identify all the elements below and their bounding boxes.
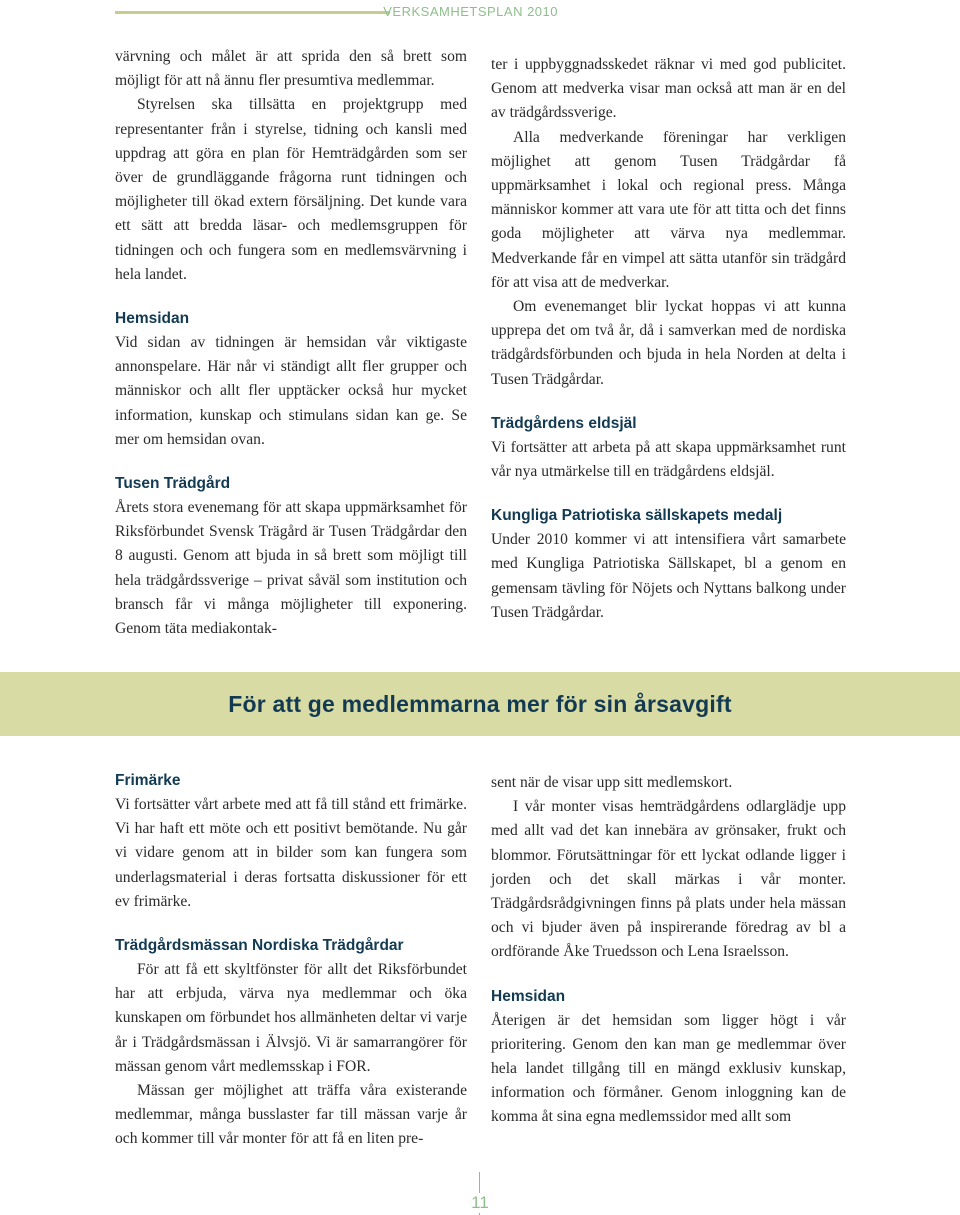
section-gap <box>491 392 846 412</box>
section-gap <box>491 965 846 985</box>
paragraph: Alla medverkande föreningar har verkligen möjlighet att genom Tusen Trädgårdar få uppmärksamhet i lokal och regional press. Många människor kommer att vara ute för att titta och det finns goda möjligheter att värva nya medlemmar. Medverkande får en vimpel att sätta utanför sin trädgård för att visa att de medverkar. <box>491 128 846 291</box>
section-title: För att ge medlemmarna mer för sin årsavgift <box>228 690 732 717</box>
section-gap <box>115 914 467 934</box>
section-heading: Trädgårdsmässan Nordiska Trädgårdar <box>115 937 404 955</box>
paragraph: Under 2010 kommer vi att intensifiera vårt samarbete med Kungliga Patriotiska Sällskapet, bl a genom en gemensam tävling för Nöjets och Nyttans balkong under Tusen Trädgårdar. <box>491 531 846 621</box>
section-heading: Kungliga Patriotiska sällskapets medalj <box>491 507 783 525</box>
paragraph: Styrelsen ska tillsätta en projektgrupp med representanter från i styrelse, tidning och kansli med uppdrag att göra en plan för Hemträdgården som ser över de grundläggande frågorna runt tidningen och möjligheter till ökad extern försäljning. Det kunde vara ett sätt att bredda läsar- och medlemsgruppen för tidningen och och fungera som en medlemsvärvning i hela landet. <box>115 96 467 283</box>
page-number: 11 <box>462 1193 498 1213</box>
paragraph: Vi fortsätter vårt arbete med att få till stånd ett frimärke. Vi har haft ett möte och ett positivt bemötande. Nu går vi vidare genom att in bilder som kan fungera som underlagsmaterial i deras fortsatta diskussioner för ett ev frimärke. <box>115 796 467 910</box>
section-band <box>0 672 960 736</box>
paragraph: Återigen är det hemsidan som ligger högt i vår prioritering. Genom den kan man ge medlemmar över hela landet tillgång till en mängd exklusiv kunskap, information och förmåner. Genom inloggning kan de komma åt sina egna medlemssidor med allt som <box>491 1011 846 1126</box>
paragraph: Vi fortsätter att arbeta på att skapa uppmärksamhet runt vår nya utmärkelse till en trädgårdens eldsjäl. <box>491 438 846 481</box>
section-gap <box>115 287 467 307</box>
bottom-right-column <box>491 771 846 1130</box>
paragraph: Mässan ger möjlighet att träffa våra existerande medlemmar, många busslaster far till mässan varje år och kommer till vår monter för att få en liten pre- <box>115 1082 467 1148</box>
section-heading: Hemsidan <box>115 310 190 328</box>
section-heading: Hemsidan <box>491 987 566 1005</box>
section-gap <box>115 452 467 472</box>
top-right-column <box>491 53 846 625</box>
header-rule <box>115 11 390 14</box>
paragraph: Om evenemanget blir lyckat hoppas vi att kunna upprepa det om två år, då i samverkan med de nordiska trädgårdsförbunden och bjuda in hela Norden at delta i Tusen Trädgårdar. <box>491 298 846 388</box>
paragraph: Vid sidan av tidningen är hemsidan vår viktigaste annonspelare. Här når vi ständigt allt fler grupper och människor och allt fler upptäcker också hur mycket information, kunskap och stimulans sidan kan ge. Se mer om hemsidan ovan. <box>115 334 467 448</box>
running-title: VERKSAMHETSPLAN 2010 <box>383 4 558 19</box>
section-heading: Trädgårdens eldsjäl <box>491 414 637 432</box>
paragraph: Årets stora evenemang för att skapa uppmärksamhet för Riksförbundet Svensk Trägård är Tusen Trädgårdar den 8 augusti. Genom att bjuda in så brett som möjligt till hela trädgårdssverige – privat såväl som institution och bransch får vi många möjligheter till exponering. Genom täta mediakontak- <box>115 499 467 638</box>
section-heading: Tusen Trädgård <box>115 475 231 493</box>
paragraph: ter i uppbyggnadsskedet räknar vi med god publicitet. Genom att medverka visar man också att man är en del av trädgårdssverige. <box>491 56 846 122</box>
paragraph: värvning och målet är att sprida den så brett som möjligt för att nå ännu fler presumtiva medlemmar. <box>115 48 467 90</box>
section-heading: Frimärke <box>115 772 181 789</box>
top-left-column <box>115 45 467 641</box>
paragraph: För att få ett skyltfönster för allt det Riksförbundet har att erbjuda, värva nya medlemmar och öka kunskapen om förbundet hos allmänheten deltar vi varje år i Trädgårdsmässan i Älvsjö. Vi är samarrangörer för mässan genom vårt medlemsskap i FOR. <box>115 961 467 1075</box>
section-gap <box>491 484 846 504</box>
paragraph: sent när de visar upp sitt medlemskort. <box>491 774 733 791</box>
paragraph: I vår monter visas hemträdgårdens odlarglädje upp med allt vad det kan innebära av grönsaker, frukt och blommor. Förutsättningar för ett lyckat odlande ligger i jorden och det skall märkas i vår monter. Trädgårdsrådgivningen finns på plats under hela mässan och vi bjuder även på inspirerande föredrag av bl a ordförande Åke Truedsson och Lena Israelsson. <box>491 798 846 961</box>
bottom-left-column <box>115 769 467 1152</box>
